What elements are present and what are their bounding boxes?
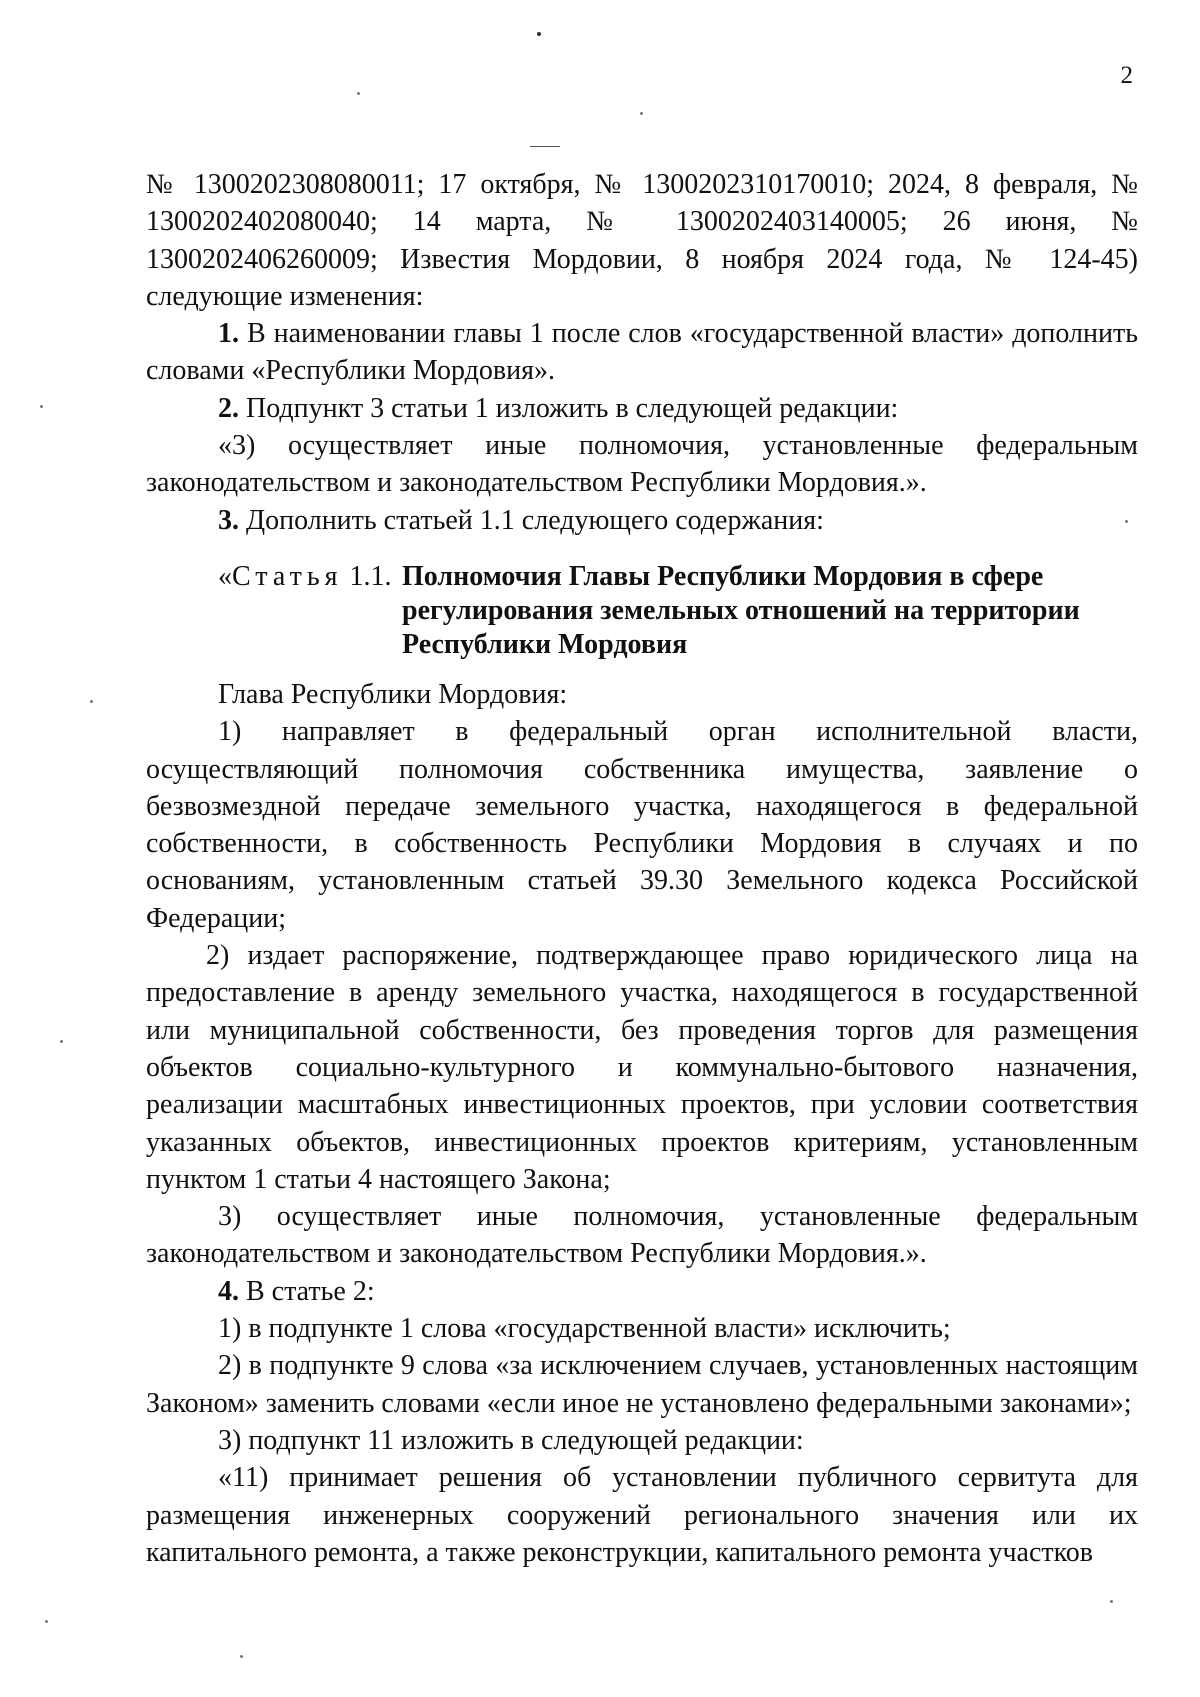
list-item: 3) подпункт 11 изложить в следующей редакции:	[218, 1424, 804, 1456]
amendment-item	[146, 1273, 1138, 1310]
quoted-paragraph: «3) осуществляет иные полномочия, установленные федеральным законодательством и законодательством Республики Мордовия.».	[146, 430, 1138, 499]
page-number: 2	[1120, 62, 1133, 89]
scan-speck	[357, 92, 360, 95]
item-text: Дополнить статьей 1.1 следующего содержания:	[239, 504, 824, 536]
scan-speck	[640, 112, 643, 115]
item-text: Подпункт 3 статьи 1 изложить в следующей редакции:	[239, 392, 899, 424]
scan-speck	[537, 32, 541, 36]
scan-speck	[40, 405, 43, 408]
article-title: Полномочия Главы Республики Мордовия в сфере регулирования земельных отношений на территории Республики Мордовия	[402, 560, 1080, 660]
item-text: В наименовании главы 1 после слов «государственной власти» дополнить словами «Республики Мордовия».	[146, 318, 1138, 387]
amendment-item	[146, 315, 1138, 390]
amendment-item	[146, 502, 1138, 539]
scan-speck	[45, 1620, 48, 1623]
article-word: Статья	[232, 560, 343, 592]
separator-mark	[530, 146, 560, 147]
item-number: 3.	[218, 504, 239, 536]
list-item: 3) осуществляет иные полномочия, установленные федеральным законодательством и законодательством Республики Мордовия.».	[146, 1201, 1138, 1270]
list-item: 1) в подпункте 1 слова «государственной власти» исключить;	[218, 1313, 951, 1345]
article-label	[146, 560, 402, 662]
scan-speck	[60, 1040, 63, 1043]
list-item: 2) издает распоряжение, подтверждающее право юридического лица на предоставление в аренду земельного участка, находящегося в государственной или муниципальной собственности, без проведения торгов для размещения объектов социально-культурного и коммунально-бытового назначения, реализации масштабных инвестиционных проектов, при условии соответствия указанных объектов, инвестиционных проектов критериям, установленным пунктом 1 статьи 4 настоящего Закона;	[146, 940, 1138, 1195]
scan-speck	[90, 700, 93, 703]
list-item: 1) направляет в федеральный орган исполнительной власти, осуществляющий полномочия собственника имущества, заявление о безвозмездной передаче земельного участка, находящегося в федеральной собственности, в собственность Республики Мордовия в случаях и по основаниям, установленным статьей 39.30 Земельного кодекса Российской Федерации;	[146, 716, 1138, 934]
scan-speck	[1110, 1600, 1113, 1603]
item-number: 2.	[218, 392, 239, 424]
document-body	[146, 166, 1138, 1571]
open-quote: «	[218, 560, 232, 592]
article-heading	[146, 560, 1138, 662]
list-item: 2) в подпункте 9 слова «за исключением случаев, установленных настоящим Законом» заменить словами «если иное не установлено федеральными законами»;	[146, 1350, 1138, 1419]
item-text: В статье 2:	[239, 1275, 375, 1307]
quoted-paragraph: «11) принимает решения об установлении публичного сервитута для размещения инженерных сооружений регионального значения или их капитального ремонта, а также реконструкции, капитального ремонта участков	[146, 1462, 1138, 1568]
item-number: 4.	[218, 1275, 239, 1307]
item-number: 1.	[218, 318, 239, 350]
article-number: 1.1.	[342, 560, 392, 592]
amendment-item	[146, 390, 1138, 427]
scan-speck	[240, 1655, 243, 1658]
paragraph: № 1300202308080011; 17 октября, № 1300202310170010; 2024, 8 февраля, № 1300202402080040; 14 марта, № 1300202403140005; 26 июня, № 1300202406260009; Известия Мордовии, 8 ноября 2024 года, № 124-45) следующие изменения:	[146, 169, 1138, 312]
paragraph: Глава Республики Мордовия:	[218, 678, 568, 710]
